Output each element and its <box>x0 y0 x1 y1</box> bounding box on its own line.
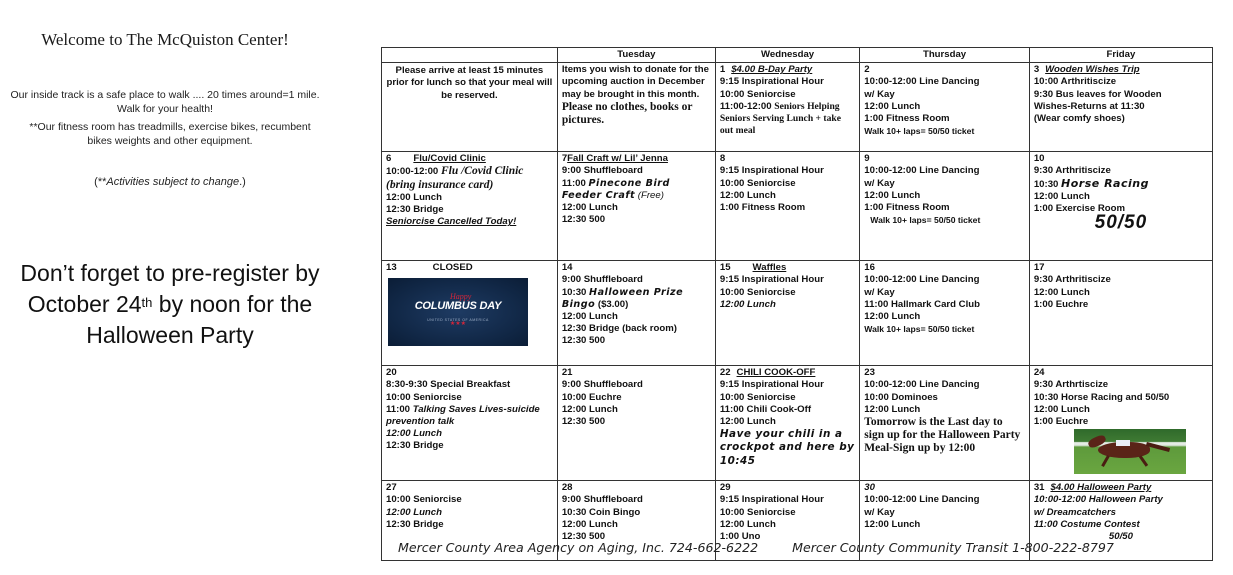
day-number: 1 <box>719 64 726 76</box>
activity: 9:00 Shuffleboard <box>561 494 643 506</box>
preregister-ordinal: th <box>141 295 153 310</box>
day-number: 2 <box>864 64 870 76</box>
activity: Halloween Prize Bingo <box>561 286 684 310</box>
activity: 12:00 Lunch <box>1033 190 1090 202</box>
image-title-text: COLUMBUS DAY <box>414 300 502 313</box>
activity: 12:00 Lunch <box>386 191 442 203</box>
activity: 12:00 Lunch <box>386 428 442 440</box>
header-tuesday: Tuesday <box>557 48 715 63</box>
activity: 10:00 Seniorcise <box>719 177 796 189</box>
activity-note: (Free) <box>637 189 664 201</box>
activity: 10:00 Dominoes <box>864 391 938 403</box>
day-number: 6 <box>386 153 392 165</box>
activity: 12:30 500 <box>561 214 606 226</box>
activity: 1:00 Exercise Room <box>1033 203 1126 215</box>
day-number: 7 <box>561 153 568 165</box>
event-title: CHILI COOK-OFF <box>736 367 816 379</box>
activity: 9:15 Inspirational Hour <box>719 494 824 506</box>
activity: 12:00 Lunch <box>561 518 618 530</box>
activity: 9:15 Inspirational Hour <box>719 165 824 177</box>
header-monday <box>382 48 558 63</box>
week-row <box>382 366 1213 481</box>
event-title: $4.00 Halloween Party <box>1050 482 1152 494</box>
activity: 12:00 Lunch <box>864 311 921 323</box>
auction-note: Items you wish to donate for the upcoming auction in December may be brought in this month. <box>561 64 709 100</box>
day-number: 16 <box>864 262 875 274</box>
activity-time: 10:00-12:00 <box>386 166 439 178</box>
activity: 12:30 Bridge <box>386 204 444 216</box>
day-cell <box>715 152 859 261</box>
day-number: 13 <box>386 262 397 274</box>
activity: 10:00-12:00 Line Dancing <box>864 274 980 286</box>
disclaimer-open: (** <box>94 176 107 188</box>
day-cell <box>382 152 558 261</box>
activity: 1:00 Euchre <box>1033 416 1089 428</box>
day-number: 27 <box>386 482 397 494</box>
activity: 11:00 Hallmark Card Club <box>864 298 980 310</box>
day-cell <box>557 366 715 481</box>
activity: 12:30 Bridge <box>386 518 444 530</box>
activity: 12:00 Lunch <box>864 189 921 201</box>
chili-instructions: Have your chili in a crockpot and here by 10:45 <box>719 428 855 467</box>
fifty-fifty-banner: 50/50 <box>1094 212 1148 234</box>
day-number: 20 <box>386 367 397 379</box>
activity: 9:30 Bus leaves for Wooden <box>1033 88 1162 100</box>
day-number: 24 <box>1033 367 1045 379</box>
day-cell <box>860 261 1030 366</box>
day-number: 9 <box>864 153 870 165</box>
activity: 10:00-12:00 Line Dancing <box>864 494 980 506</box>
activity: 12:00 Lunch <box>561 311 618 323</box>
activity: 11:00 Chili Cook-Off <box>719 403 812 415</box>
activity: 8:30-9:30 Special Breakfast <box>386 379 511 391</box>
fitness-note: **Our fitness room has treadmills, exercise bikes, recumbent bikes weights and other equipment. <box>29 121 311 147</box>
activity: 12:00 Lunch <box>386 506 442 518</box>
event-title: Wooden Wishes Trip <box>1045 64 1140 76</box>
activity: 12:00 Lunch <box>1033 286 1090 298</box>
activities-disclaimer <box>20 176 320 188</box>
day-number: 28 <box>561 482 573 494</box>
activity: 10:00-12:00 Line Dancing <box>864 76 980 88</box>
day-number: 29 <box>719 482 731 494</box>
activity: 10:00 Seniorcise <box>719 391 796 403</box>
day-cell <box>860 152 1030 261</box>
fifty-fifty-note: 50/50 <box>1108 531 1133 543</box>
day-cell <box>557 63 715 152</box>
activity-time: 11:00 <box>386 403 411 415</box>
closed-label: CLOSED <box>432 262 473 274</box>
activity: 12:30 500 <box>561 335 606 347</box>
week-row <box>382 152 1213 261</box>
activity: 9:30 Arthritiscize <box>1033 274 1111 286</box>
activity-time: 11:00-12:00 <box>719 100 772 112</box>
activity: 10:00 Euchre <box>561 391 622 403</box>
activity: 1:00 Fitness Room <box>719 202 806 214</box>
activity: Horse Racing <box>1061 176 1149 190</box>
day-cell <box>382 261 558 366</box>
activity: 12:00 Lunch <box>719 416 776 428</box>
activity: 10:00 Seniorcise <box>719 88 796 100</box>
day-number: 31 <box>1033 482 1045 494</box>
activity: 12:00 Lunch <box>864 403 921 415</box>
activity: w/ Kay <box>864 88 895 100</box>
activity: w/ Kay <box>864 506 895 518</box>
activity: 12:30 500 <box>561 416 606 428</box>
activity: 12:00 Lunch <box>1033 403 1090 415</box>
image-subtitle-text: UNITED STATES OF AMERICA <box>427 318 489 323</box>
activity: w/ Kay <box>864 286 895 298</box>
activity: 11:00 Costume Contest <box>1033 518 1140 530</box>
activity: 12:00 Lunch <box>864 518 921 530</box>
activity: 12:00 Lunch <box>561 202 618 214</box>
day-cell <box>557 152 715 261</box>
stars-icon: ★★★ <box>449 321 467 328</box>
agency-contact: Mercer County Area Agency on Aging, Inc. 724-662-6222 <box>398 540 759 555</box>
activity: 10:00-12:00 Line Dancing <box>864 379 980 391</box>
day-number: 10 <box>1033 153 1045 165</box>
preregister-reminder <box>12 258 328 351</box>
walk-note: Walk 10+ laps= 50/50 ticket <box>864 126 975 137</box>
activity: 12:30 Bridge <box>386 440 444 452</box>
calendar-header-row <box>382 48 1213 63</box>
event-title: Waffles <box>752 262 787 274</box>
activity: 9:15 Inspirational Hour <box>719 274 824 286</box>
activity: 10:00 Seniorcise <box>719 286 796 298</box>
cancellation-note: Seniorcise Cancelled Today! <box>386 216 517 228</box>
activity: Seniors Helping Seniors Serving Lunch + take out meal <box>719 100 841 137</box>
day-number: 17 <box>1033 262 1045 274</box>
transit-contact: Mercer County Community Transit 1-800-222-8797 <box>792 540 1114 555</box>
disclaimer-close: .) <box>239 176 246 188</box>
event-title: Flu/Covid Clinic <box>413 153 486 165</box>
activity: Wishes-Returns at 11:30 <box>1033 100 1145 112</box>
day-cell <box>715 63 859 152</box>
day-number: 8 <box>719 153 726 165</box>
image-happy-text: Happy <box>450 292 472 302</box>
walk-note: Walk 10+ laps= 50/50 ticket <box>870 215 981 226</box>
activity: 12:00 Lunch <box>719 189 776 201</box>
activity: 10:30 Horse Racing and 50/50 <box>1033 391 1170 403</box>
activity: 9:00 Shuffleboard <box>561 274 643 286</box>
activity: 9:30 Arthrtiscize <box>1033 379 1109 391</box>
activity: 12:00 Lunch <box>719 518 776 530</box>
activity: 9:00 Shuffleboard <box>561 165 643 177</box>
header-thursday: Thursday <box>860 48 1030 63</box>
day-cell <box>715 366 859 481</box>
day-number: 3 <box>1033 64 1040 76</box>
day-cell <box>715 261 859 366</box>
arrive-note-cell <box>382 63 558 152</box>
day-cell <box>1029 366 1212 481</box>
day-number: 30 <box>864 482 875 494</box>
activity: 10:00-12:00 Line Dancing <box>864 165 980 177</box>
track-note: Our inside track is a safe place to walk .... 20 times around=1 mile. Walk for your health! <box>10 89 320 115</box>
disclaimer-text: Activities subject to change <box>106 176 240 188</box>
activity: 9:00 Shuffleboard <box>561 379 643 391</box>
activity: 12:30 Bridge (back room) <box>561 323 677 335</box>
event-title: $4.00 B-Day Party <box>731 64 813 76</box>
activity: w/ Dreamcatchers <box>1033 506 1116 518</box>
day-cell <box>1029 63 1212 152</box>
walk-note: Walk 10+ laps= 50/50 ticket <box>864 324 975 335</box>
activity-time: 10:30 <box>561 286 587 298</box>
activity: 10:00 Seniorcise <box>386 494 462 506</box>
activity: 9:30 Arthritiscize <box>1033 165 1111 177</box>
day-number: 22 <box>719 367 731 379</box>
preregister-text-b: by noon for the Halloween Party <box>86 291 313 348</box>
day-cell <box>860 63 1030 152</box>
day-cell <box>860 366 1030 481</box>
activity: 10:30 Coin Bingo <box>561 506 641 518</box>
event-title: Fall Craft w/ Lil’ Jenna <box>567 153 668 165</box>
activity: 1:00 Uno <box>719 531 761 543</box>
day-cell <box>557 261 715 366</box>
activity-time: 10:30 <box>1033 178 1059 190</box>
activity: Flu /Covid Clinic (bring insurance card) <box>386 165 524 191</box>
activity: 10:00-12:00 Halloween Party <box>1033 494 1163 506</box>
calendar-table <box>381 47 1213 561</box>
header-wednesday: Wednesday <box>715 48 859 63</box>
day-number: 21 <box>561 367 573 379</box>
day-number: 23 <box>864 367 875 379</box>
auction-exclusions: Please no clothes, books or pictures. <box>561 100 693 127</box>
week-row <box>382 261 1213 366</box>
activity-price: ($3.00) <box>597 298 629 310</box>
activity: 12:00 Lunch <box>719 298 776 310</box>
header-friday: Friday <box>1029 48 1212 63</box>
activity: 10:00 Seniorcise <box>719 506 796 518</box>
activity: Pinecone Bird Feeder Craft <box>561 177 670 201</box>
activity: 1:00 Fitness Room <box>864 113 950 125</box>
footer-contacts <box>398 540 1208 555</box>
activity: w/ Kay <box>864 177 895 189</box>
horse-racing-image <box>1074 429 1186 474</box>
activity: 10:00 Arthritiscize <box>1033 76 1117 88</box>
columbus-day-image <box>388 278 528 346</box>
activity: 12:00 Lunch <box>864 100 921 112</box>
arrive-note: Please arrive at least 15 minutes prior for lunch so that your meal will be reserved. <box>386 65 553 101</box>
activity: 10:00 Seniorcise <box>386 391 462 403</box>
day-cell <box>1029 152 1212 261</box>
activity: 9:15 Inspirational Hour <box>719 379 824 391</box>
activity: 9:15 Inspirational Hour <box>719 76 824 88</box>
day-number: 14 <box>561 262 573 274</box>
activity: 12:30 500 <box>561 531 606 543</box>
preregister-text-a: Don’t forget to pre-register by October 24 <box>20 260 320 317</box>
signup-deadline-note: Tomorrow is the Last day to sign up for the Halloween Party Meal-Sign up by 12:00 <box>864 416 1021 455</box>
week-row <box>382 63 1213 152</box>
activity-time: 11:00 <box>561 177 586 189</box>
day-cell <box>382 366 558 481</box>
activity: (Wear comfy shoes) <box>1033 113 1125 125</box>
activity: 1:00 Fitness Room <box>864 202 950 214</box>
activity: 1:00 Euchre <box>1033 298 1089 310</box>
activity: 12:00 Lunch <box>561 403 618 415</box>
day-number: 15 <box>719 262 731 274</box>
welcome-title: Welcome to The McQuiston Center! <box>41 30 289 49</box>
day-cell <box>1029 261 1212 366</box>
activity: Talking Saves Lives-suicide prevention talk <box>386 403 540 428</box>
